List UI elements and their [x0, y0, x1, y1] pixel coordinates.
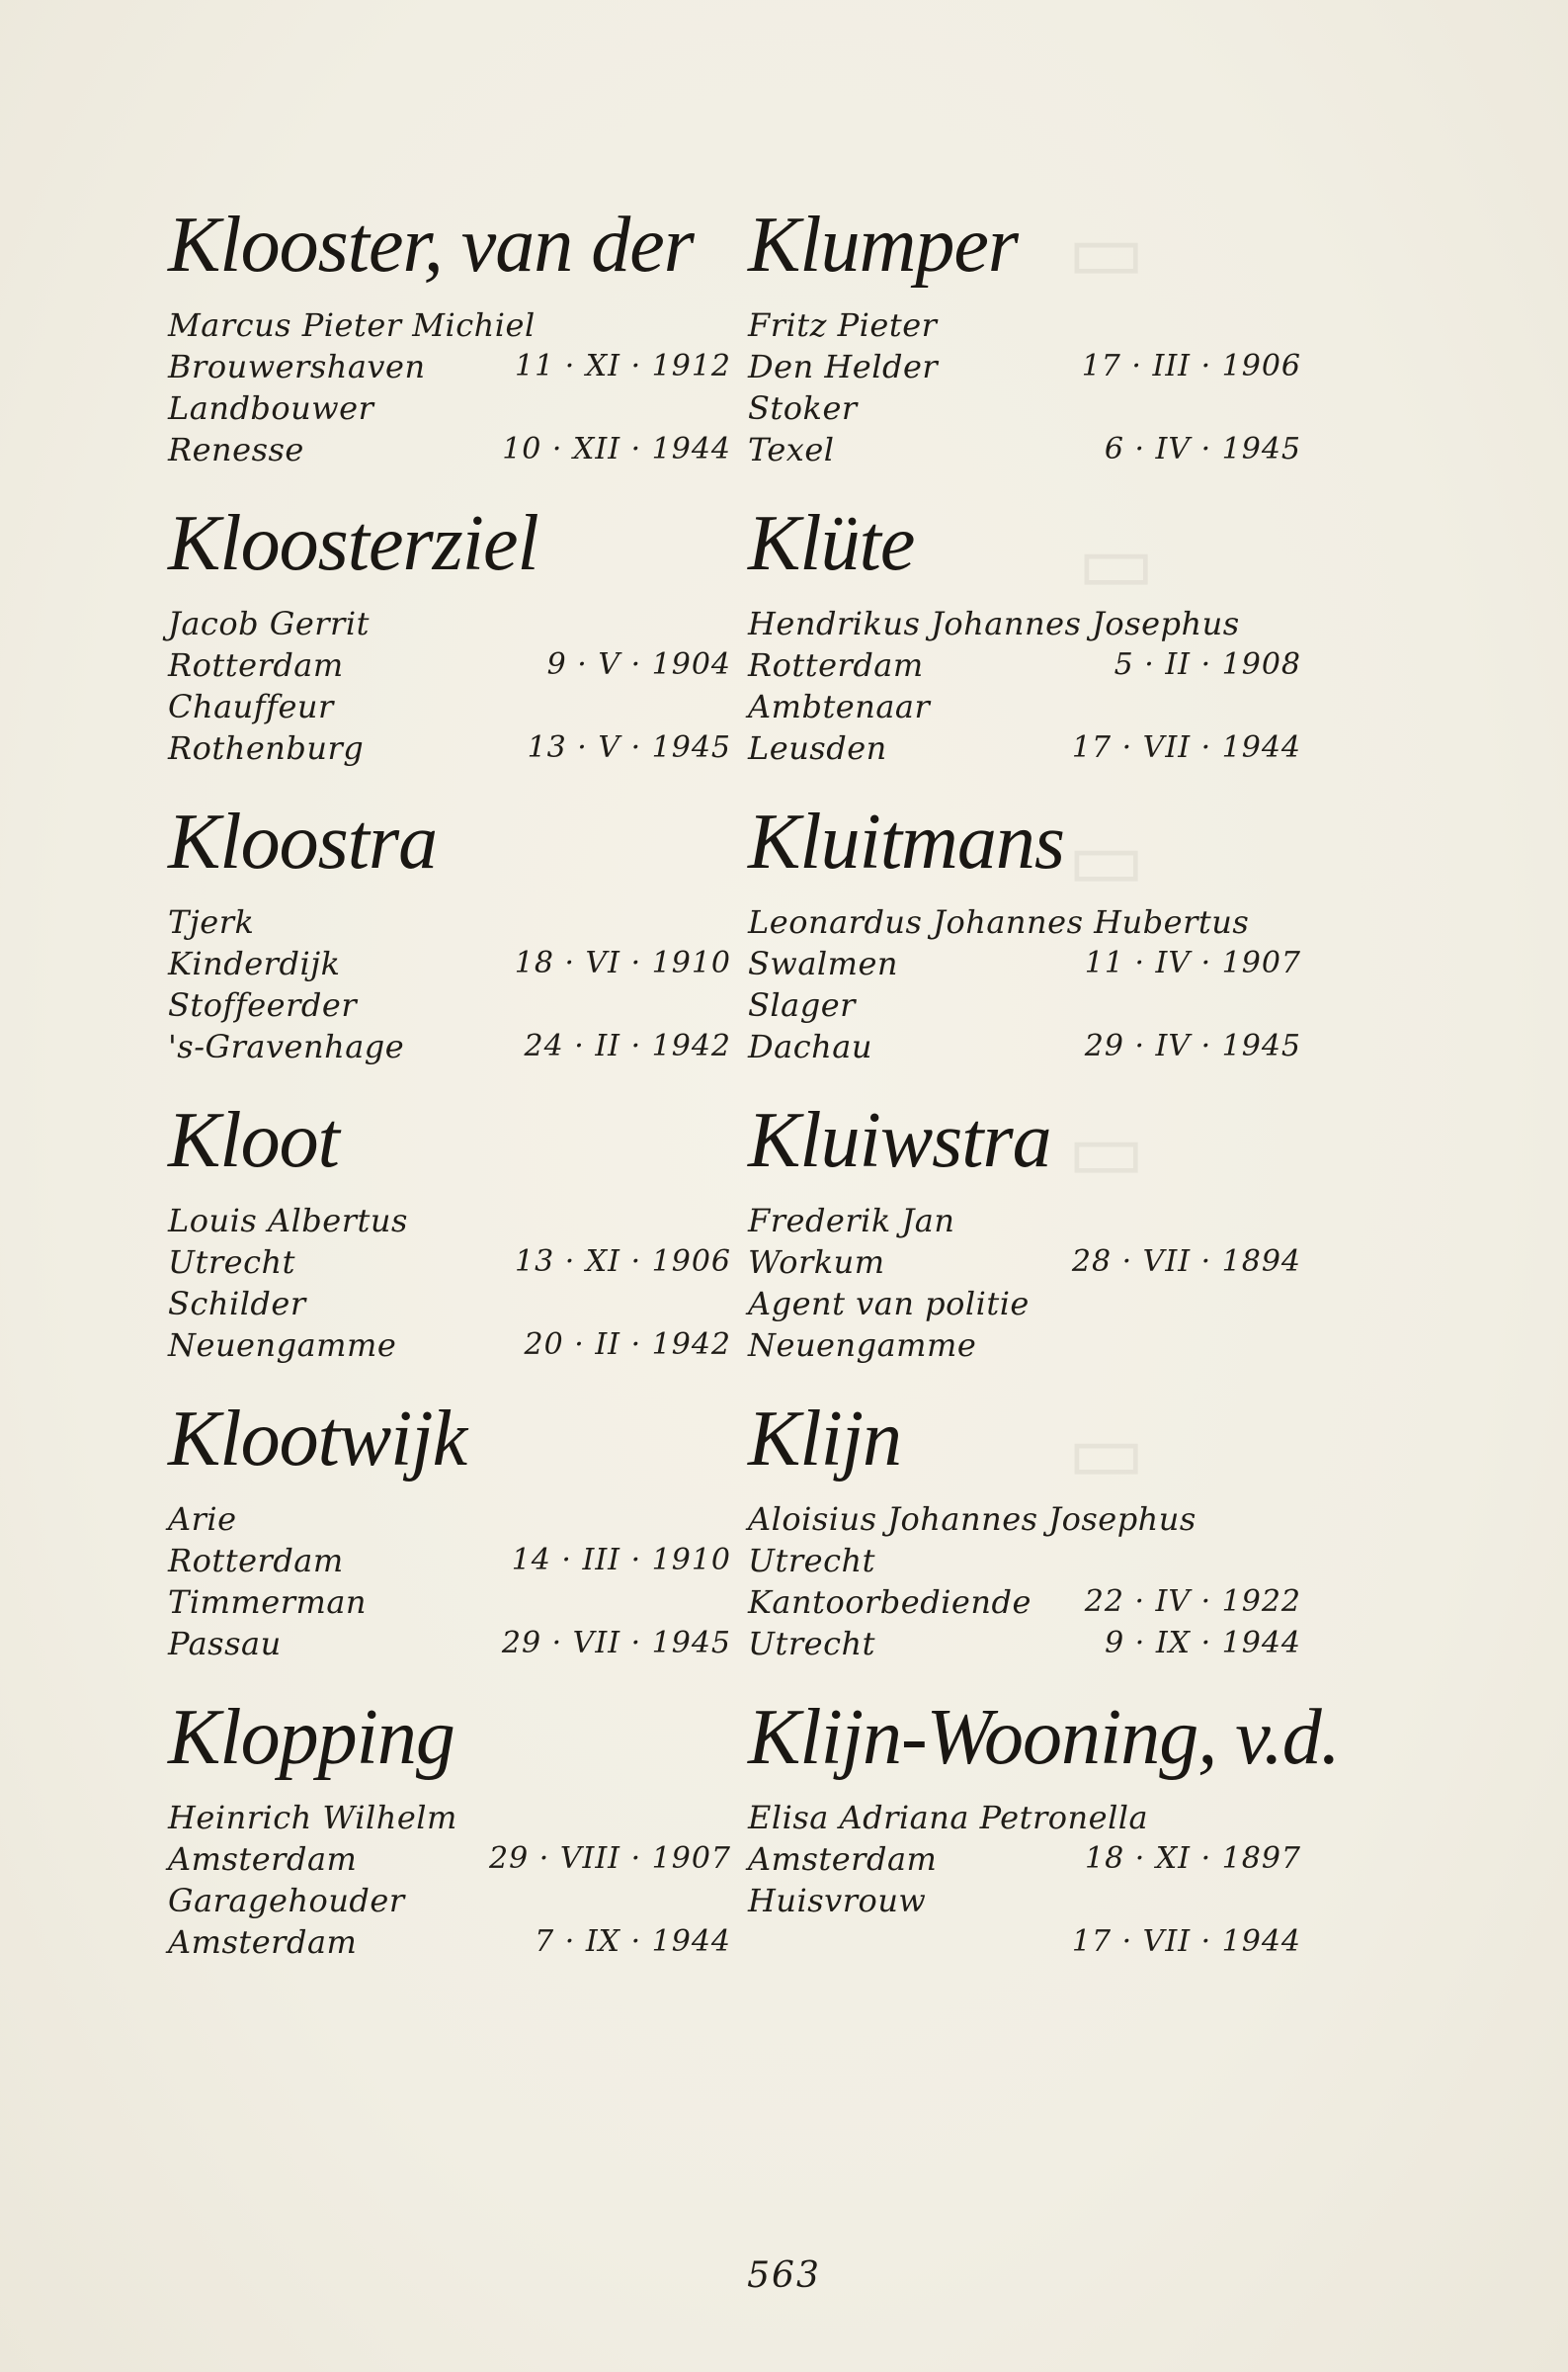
birth-date: 28 · VII · 1894 — [1071, 1244, 1301, 1279]
occupation: Huisvrouw — [748, 1882, 927, 1919]
occupation: Slager — [748, 986, 856, 1024]
right-column — [748, 190, 1340, 1981]
entry — [168, 787, 731, 1085]
death-line — [748, 1921, 1301, 1963]
birth-place: Amsterdam — [748, 1840, 938, 1878]
occupation-line — [748, 1581, 1301, 1623]
death-place: Utrecht — [748, 1625, 875, 1662]
birth-place: Amsterdam — [168, 1840, 358, 1878]
occupation: Ambtenaar — [748, 688, 931, 725]
given-names-line — [748, 1200, 1301, 1241]
given-names: Hendrikus Johannes Josephus — [748, 605, 1240, 642]
surname: Klopping — [168, 1694, 454, 1781]
ghost-glyph: ▭ — [1067, 810, 1146, 907]
birth-date: 29 · VIII · 1907 — [489, 1841, 731, 1876]
death-line — [748, 1623, 1301, 1664]
entry — [168, 488, 731, 787]
left-column — [168, 190, 731, 1981]
surname: Klijn-Wooning, v.d. — [748, 1694, 1340, 1781]
death-place: Leusden — [748, 729, 887, 767]
ghost-glyph: ▭ — [1067, 1102, 1146, 1199]
death-date: 29 · IV · 1945 — [1084, 1029, 1301, 1063]
given-names-line — [168, 1797, 731, 1838]
given-names-line — [748, 304, 1301, 346]
surname: Klooster, van der — [168, 202, 694, 289]
ghost-glyph: ▭ — [1067, 1403, 1146, 1500]
death-date: 6 · IV · 1945 — [1104, 432, 1301, 466]
birth-place: Rotterdam — [168, 646, 344, 684]
birth-line — [168, 1838, 731, 1880]
death-date: 20 · II · 1942 — [524, 1327, 731, 1362]
death-place: Renesse — [168, 431, 304, 468]
occupation-line — [168, 686, 731, 727]
birth-place: Brouwershaven — [168, 348, 426, 385]
birth-line — [748, 1540, 1301, 1581]
occupation: Schilder — [168, 1285, 306, 1322]
surname: Kluiwstra — [748, 1097, 1051, 1184]
given-names-line — [168, 1498, 731, 1540]
birth-place: Kinderdijk — [168, 945, 341, 982]
birth-date: 13 · XI · 1906 — [515, 1244, 731, 1279]
occupation-line — [748, 387, 1301, 429]
given-names-line — [168, 1200, 731, 1241]
entry — [748, 1085, 1301, 1384]
occupation-line — [748, 1283, 1301, 1324]
birth-date: 11 · XI · 1912 — [515, 349, 731, 383]
death-line — [748, 429, 1301, 470]
birth-line — [168, 1241, 731, 1283]
given-names-line — [748, 901, 1301, 943]
death-line — [748, 727, 1301, 769]
death-date: 29 · VII · 1945 — [501, 1626, 731, 1660]
birth-line — [748, 1838, 1301, 1880]
occupation: Timmerman — [168, 1583, 368, 1621]
birth-place: Rotterdam — [748, 646, 924, 684]
death-date: 17 · VII · 1944 — [1071, 730, 1301, 765]
occupation: Stoker — [748, 389, 858, 427]
occupation-date: 22 · IV · 1922 — [1084, 1584, 1301, 1619]
birth-place: Workum — [748, 1243, 885, 1281]
occupation: Garagehouder — [168, 1882, 405, 1919]
death-place: Passau — [168, 1625, 282, 1662]
birth-line — [748, 943, 1301, 984]
birth-line — [168, 943, 731, 984]
death-place: Amsterdam — [168, 1923, 358, 1961]
death-place: Neuengamme — [168, 1326, 397, 1364]
occupation-line — [168, 1880, 731, 1921]
given-names: Leonardus Johannes Hubertus — [748, 903, 1250, 941]
surname: Kloosterziel — [168, 500, 538, 587]
entry — [168, 1384, 731, 1682]
occupation: Chauffeur — [168, 688, 334, 725]
death-place: Rothenburg — [168, 729, 365, 767]
birth-place: Swalmen — [748, 945, 899, 982]
death-line — [748, 1324, 1301, 1366]
ghost-glyph: ▭ — [1077, 514, 1156, 611]
death-line — [168, 1623, 731, 1664]
given-names-line — [168, 304, 731, 346]
death-line — [168, 727, 731, 769]
birth-date: 9 · V · 1904 — [546, 647, 731, 682]
surname: Klumper — [748, 202, 1018, 289]
death-line — [168, 1921, 731, 1963]
given-names: Jacob Gerrit — [168, 605, 370, 642]
given-names: Fritz Pieter — [748, 306, 938, 344]
death-date: 24 · II · 1942 — [524, 1029, 731, 1063]
birth-place: Utrecht — [168, 1243, 295, 1281]
birth-line — [168, 346, 731, 387]
birth-line — [168, 644, 731, 686]
birth-date: 18 · VI · 1910 — [514, 946, 731, 980]
given-names: Louis Albertus — [168, 1202, 408, 1239]
occupation-line — [168, 387, 731, 429]
birth-place: Den Helder — [748, 348, 939, 385]
death-line — [168, 1324, 731, 1366]
occupation-line — [168, 984, 731, 1026]
birth-date: 11 · IV · 1907 — [1084, 946, 1301, 980]
occupation-line — [748, 1880, 1301, 1921]
death-line — [168, 1026, 731, 1067]
occupation: Landbouwer — [168, 389, 374, 427]
surname: Klootwijk — [168, 1396, 467, 1482]
occupation-line — [168, 1283, 731, 1324]
given-names-line — [748, 603, 1301, 644]
birth-place: Utrecht — [748, 1542, 875, 1579]
surname: Kluitmans — [748, 799, 1064, 886]
birth-date: 17 · III · 1906 — [1081, 349, 1301, 383]
entry — [748, 1682, 1340, 1981]
death-place: Texel — [748, 431, 835, 468]
entry — [168, 1682, 731, 1981]
occupation: Stoffeerder — [168, 986, 358, 1024]
given-names: Aloisius Johannes Josephus — [748, 1500, 1197, 1538]
death-place: 's-Gravenhage — [168, 1028, 405, 1065]
birth-date: 14 · III · 1910 — [511, 1543, 731, 1577]
page-number: 563 — [747, 2255, 821, 2296]
death-date: 9 · IX · 1944 — [1105, 1626, 1301, 1660]
given-names: Tjerk — [168, 903, 255, 941]
given-names: Arie — [168, 1500, 237, 1538]
occupation-line — [168, 1581, 731, 1623]
death-line — [168, 429, 731, 470]
birth-line — [748, 346, 1301, 387]
surname: Kloostra — [168, 799, 438, 886]
given-names-line — [748, 1498, 1301, 1540]
birth-line — [748, 644, 1301, 686]
birth-line — [748, 1241, 1301, 1283]
birth-date: 18 · XI · 1897 — [1085, 1841, 1301, 1876]
ghost-glyph: ▭ — [1067, 203, 1146, 299]
death-line — [748, 1026, 1301, 1067]
surname: Klüte — [748, 500, 915, 587]
birth-place: Rotterdam — [168, 1542, 344, 1579]
occupation: Kantoorbediende — [748, 1583, 1032, 1621]
occupation: Agent van politie — [748, 1285, 1030, 1322]
death-date: 13 · V · 1945 — [527, 730, 731, 765]
entry — [168, 1085, 731, 1384]
birth-date: 5 · II · 1908 — [1114, 647, 1301, 682]
given-names-line — [168, 603, 731, 644]
death-date: 17 · VII · 1944 — [1071, 1924, 1301, 1959]
death-date: 7 · IX · 1944 — [535, 1924, 731, 1959]
entry — [748, 1384, 1301, 1682]
given-names-line — [748, 1797, 1301, 1838]
given-names-line — [168, 901, 731, 943]
occupation-line — [748, 984, 1301, 1026]
occupation-line — [748, 686, 1301, 727]
entry — [748, 488, 1301, 787]
surname: Klijn — [748, 1396, 902, 1482]
surname: Kloot — [168, 1097, 339, 1184]
given-names: Marcus Pieter Michiel — [168, 306, 536, 344]
given-names: Heinrich Wilhelm — [168, 1799, 457, 1836]
given-names: Frederik Jan — [748, 1202, 955, 1239]
entry — [748, 190, 1301, 488]
death-place: Dachau — [748, 1028, 872, 1065]
entry — [168, 190, 731, 488]
entry — [748, 787, 1301, 1085]
death-date: 10 · XII · 1944 — [502, 432, 731, 466]
death-place: Neuengamme — [748, 1326, 977, 1364]
given-names: Elisa Adriana Petronella — [748, 1799, 1149, 1836]
birth-line — [168, 1540, 731, 1581]
